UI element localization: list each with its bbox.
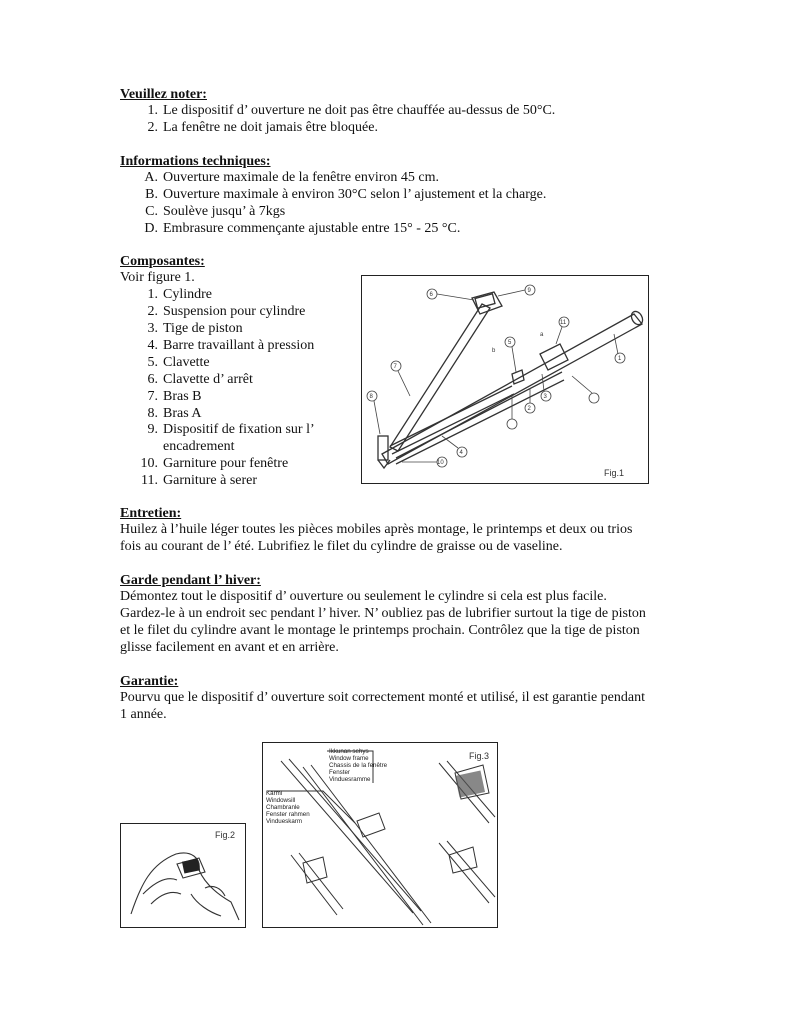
winter-heading: Garde pendant l’ hiver:	[120, 573, 261, 588]
inset-top-shading	[455, 771, 485, 798]
maintenance-heading: Entretien:	[120, 506, 182, 521]
warranty-heading: Garantie:	[120, 674, 179, 689]
sill-label-fr: Chambranle	[266, 804, 300, 811]
component-6-text: Clavette d’ arrêt	[163, 372, 253, 387]
tech-item-a-text: Ouverture maximale de la fenêtre environ 45 cm.	[163, 170, 439, 185]
callout-b: b	[492, 348, 496, 354]
tech-item-d-text: Embrasure commençante ajustable entre 15° - 25 °C.	[163, 221, 461, 236]
callout-a: a	[540, 332, 544, 338]
note-item-1-text: Le dispositif d’ ouverture ne doit pas être chauffée au-dessus de 50°C.	[163, 103, 556, 118]
component-8-text: Bras A	[163, 406, 202, 421]
warranty-line-2: 1 année.	[120, 707, 167, 722]
components-heading: Composantes:	[120, 254, 205, 269]
winter-line-4: glisse facilement en avant et en arrière.	[120, 640, 339, 655]
callout-4: 4	[459, 450, 463, 456]
component-9-number: 9.	[147, 422, 158, 437]
component-4-text: Barre travaillant à pression	[163, 338, 315, 353]
maintenance-line-1: Huilez à l’huile léger toutes les pièces mobiles après montage, le printemps et deux ou trios	[120, 522, 633, 537]
inset-left-fitting	[303, 857, 327, 883]
callout-1: 1	[618, 356, 622, 362]
note-item-1-number: 1.	[147, 103, 158, 118]
component-6-number: 6.	[147, 372, 158, 387]
callout-8: 8	[369, 394, 373, 400]
component-4-number: 4.	[147, 338, 158, 353]
frame-label-fi: Ikkunan sehys	[329, 748, 369, 755]
winter-line-3: et le filet du cylindre avant le montage le printemps prochain. Contrôlez que la tige de piston	[120, 623, 640, 638]
tech-heading: Informations techniques:	[120, 154, 271, 169]
note-heading: Veuillez noter:	[120, 87, 207, 102]
component-1-number: 1.	[147, 287, 158, 302]
figure-2-drawing	[121, 824, 245, 927]
components-intro: Voir figure 1.	[120, 270, 195, 285]
component-10-number: 10.	[140, 456, 158, 471]
sill-label-da: Vindueskarm	[266, 818, 302, 825]
sill-label-en: Windowsill	[266, 797, 296, 804]
warranty-line-1: Pourvu que le dispositif d’ ouverture soit correctement monté et utilisé, il est garantie pendant	[120, 690, 645, 705]
callout-11: 11	[560, 320, 567, 326]
right-hand-outline	[199, 870, 239, 920]
tech-item-c-letter: C.	[145, 204, 158, 219]
component-7-number: 7.	[147, 389, 158, 404]
pressure-bar	[396, 372, 564, 464]
tech-item-c-text: Soulève jusqu’ à 7kgs	[163, 204, 286, 219]
frame-label-fr: Chassis de la fenêtre	[329, 762, 388, 769]
fitting-main	[357, 813, 385, 837]
component-9-text-continued: encadrement	[163, 439, 235, 454]
figure-1	[361, 275, 649, 484]
sill-label-de: Fenster rahmen	[266, 811, 310, 818]
callout-2: 2	[527, 406, 531, 412]
figure-3-label: Fig.3	[469, 751, 490, 761]
component-3-text: Tige de piston	[163, 321, 243, 336]
callout-9: 9	[527, 288, 531, 294]
component-2-number: 2.	[147, 304, 158, 319]
figure-1-label: Fig.1	[604, 468, 625, 478]
frame-label-da: Vinduesramme	[329, 776, 371, 783]
winter-line-2: Gardez-le à un endroit sec pendant l’ hiver. N’ oubliez pas de lubrifier surtout la tige de piston	[120, 606, 646, 621]
component-9-text: Dispositif de fixation sur l’	[163, 422, 315, 437]
frame-label-de: Fenster	[329, 769, 350, 776]
callout-6: 6	[429, 292, 433, 298]
clip-part-dark	[182, 858, 200, 873]
figure-2	[120, 823, 246, 928]
callout-10: 10	[437, 460, 444, 466]
component-11-number: 11.	[141, 473, 158, 488]
component-5-number: 5.	[147, 355, 158, 370]
window-bracket	[540, 344, 568, 370]
component-11-text: Garniture à serer	[163, 473, 258, 488]
component-7-text: Bras B	[163, 389, 202, 404]
component-3-number: 3.	[147, 321, 158, 336]
callout-5: 5	[508, 340, 512, 346]
inset-bottom-bar	[439, 841, 495, 903]
component-1-text: Cylindre	[163, 287, 212, 302]
arm-a	[390, 304, 490, 451]
component-5-text: Clavette	[163, 355, 210, 370]
callout-7: 7	[393, 364, 397, 370]
component-2-text: Suspension pour cylindre	[163, 304, 306, 319]
tech-item-a-letter: A.	[144, 170, 158, 185]
component-8-number: 8.	[147, 406, 158, 421]
tech-item-b-text: Ouverture maximale à environ 30°C selon l’ ajustement et la charge.	[163, 187, 547, 202]
callout-3: 3	[543, 394, 547, 400]
winter-line-1: Démontez tout le dispositif d’ ouverture ou seulement le cylindre si cela est plus facile.	[120, 589, 607, 604]
note-item-2-text: La fenêtre ne doit jamais être bloquée.	[163, 120, 378, 135]
sill-label-fi: Karmi	[266, 790, 283, 797]
component-10-text: Garniture pour fenêtre	[163, 456, 289, 471]
figure-2-label: Fig.2	[215, 830, 236, 840]
tech-item-b-letter: B.	[145, 187, 158, 202]
tech-item-d-letter: D.	[144, 221, 158, 236]
figure-1-drawing	[362, 276, 648, 483]
frame-label-en: Window frame	[329, 755, 369, 762]
figure-3-drawing	[263, 743, 497, 927]
maintenance-line-2: fois au courant de l’ été. Lubrifiez le filet du cylindre de graisse ou de vaseline.	[120, 539, 563, 554]
figure-3	[262, 742, 498, 928]
note-item-2-number: 2.	[147, 120, 158, 135]
key-pin	[512, 370, 524, 384]
cylinder-bar	[382, 314, 642, 464]
inset-left-bar	[291, 853, 343, 915]
